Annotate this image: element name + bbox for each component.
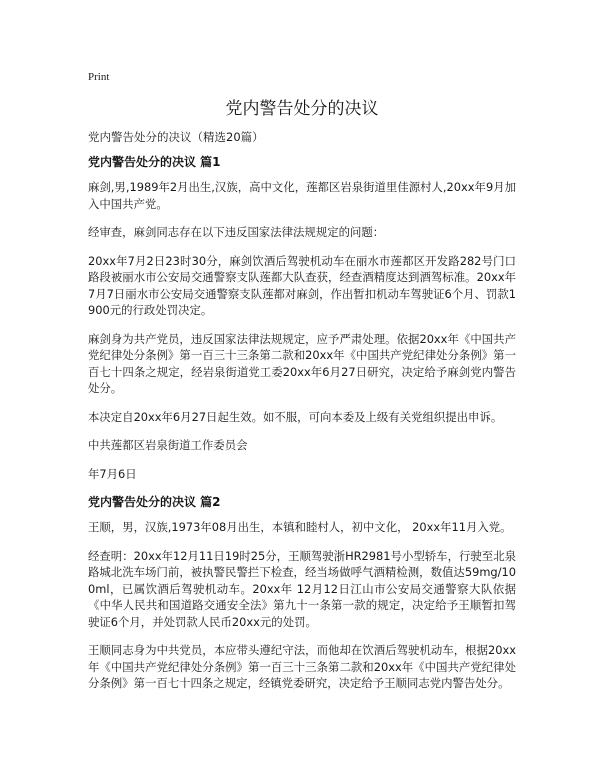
document-page [88,70,516,704]
paragraph: 本决定自20xx年6月27日起生效。如不服，可向本委及上级有关党组织提出申诉。 [88,409,503,424]
paragraph: 王顺，男，汉族,1973年08月出生，本镇和睦村人，初中文化， 20xx年11月入党。 [88,520,512,534]
signature-date: 年7月6日 [88,466,137,481]
paragraph: 经审查，麻剑同志存在以下违反国家法律法规规定的问题： [88,225,385,239]
print-label: Print [88,71,110,83]
section-1 [88,154,516,482]
paragraph: 麻剑身为共产党员，违反国家法律法规规定，应予严肃处理。依据20xx年《中国共产党纪律处分条例》第一百三十三条第二款和20xx年《中国共产党纪律处分条例》第一百七十四条之规定，经岩泉街道党工委20xx年6月27日研究，决定给予麻剑党内警告处分。 [88,331,516,395]
paragraph: 20xx年7月2日23时30分，麻剑饮酒后驾驶机动车在丽水市莲都区开发路282号门口路段被丽水市公安局交通警察支队莲都大队查获，经查酒精度达到酒驾标准。20xx年7月7日丽水市公安局交通警察支队莲都对麻剑，作出暂扣机动车驾驶证6个月、罚款1900元的行政处罚决定。 [88,253,516,317]
section-heading: 党内警告处分的决议 篇2 [88,495,221,509]
paragraph: 王顺同志身为中共党员，本应带头遵纪守法，而他却在饮酒后驾驶机动车，根据20xx年《中国共产党纪律处分条例》第一百三十三条第二款和20xx年《中国共产党纪律处分条例》第一百七十四条之规定，经镇党委研究，决定给予王顺同志党内警告处分。 [88,643,516,690]
section-heading: 党内警告处分的决议 篇1 [88,155,221,169]
document-title: 党内警告处分的决议 [225,99,379,119]
signature-organization: 中共莲都区岩泉街道工作委员会 [88,438,248,452]
paragraph: 麻剑,男,1989年2月出生,汉族，高中文化，莲都区岩泉街道里佳源村人,20xx年9月加入中国共产党。 [88,180,516,211]
document-subtitle: 党内警告处分的决议（精选20篇） [88,130,264,144]
paragraph: 经查明：20xx年12月11日19时25分，王顺驾驶浙HR2981号小型轿车，行驶至北泉路城北洗车场门前，被执警民警拦下检查，经当场做呼气酒精检测，数值达59mg/100ml，已属饮酒后驾驶机动车。20xx年 12月12日江山市公安局交通警察大队依据《中华人民共和国道路交通安全法》第九十一条第一款的规定，决定给予王顺暂扣驾驶证6个月，并处罚款人民币20xx元的处罚。 [88,548,516,629]
section-2 [88,494,516,692]
